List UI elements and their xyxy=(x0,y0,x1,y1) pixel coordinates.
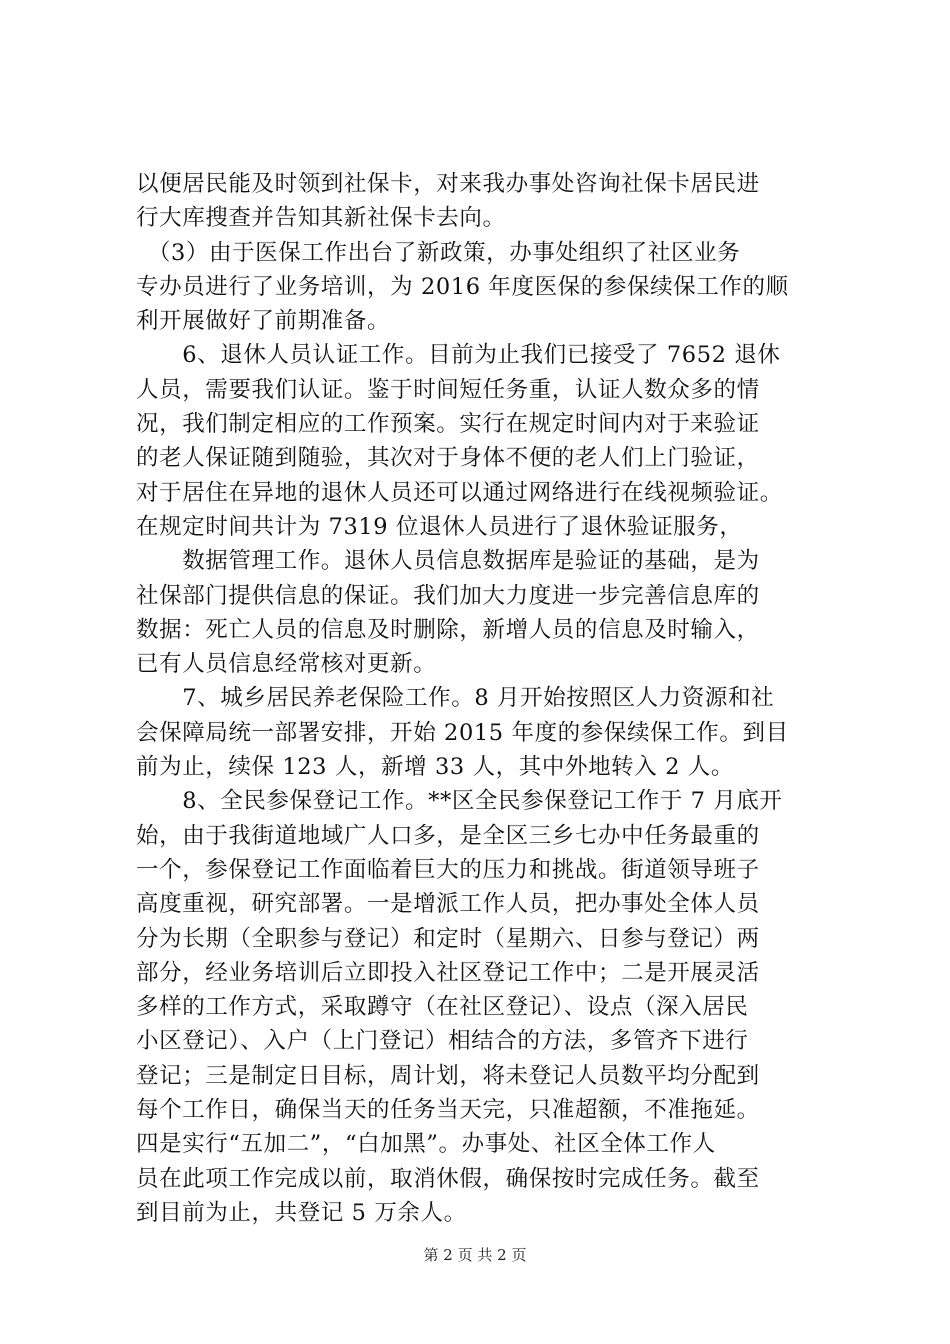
text-line: 利开展做好了前期准备。 xyxy=(136,308,391,335)
page-number-footer: 第 2 页 共 2 页 xyxy=(423,1246,527,1264)
text-line: 一个，参保登记工作面临着巨大的压力和挑战。街道领导班子 xyxy=(136,856,760,883)
text-line: 员在此项工作完成以前，取消休假，确保按时完成任务。截至 xyxy=(136,1165,760,1192)
text-line: 每个工作日，确保当天的任务当天完，只准超额，不准拖延。 xyxy=(136,1097,760,1124)
text-line: 的老人保证随到随验，其次对于身体不便的老人们上门验证， xyxy=(136,445,760,472)
text-line: 已有人员信息经常核对更新。 xyxy=(136,651,437,678)
text-line: 以便居民能及时领到社保卡，对来我办事处咨询社保卡居民进 xyxy=(136,171,760,197)
text-line: 分为长期（全职参与登记）和定时（星期六、日参与登记）两 xyxy=(136,925,760,952)
text-line: 前为止，续保 123 人，新增 33 人，其中外地转入 2 人。 xyxy=(136,754,735,781)
text-line: 人员，需要我们认证。鉴于时间短任务重，认证人数众多的情 xyxy=(136,376,760,403)
text-line: 况，我们制定相应的工作预案。实行在规定时间内对于来验证 xyxy=(136,411,760,438)
text-line: 社保部门提供信息的保证。我们加大力度进一步完善信息库的 xyxy=(136,582,760,609)
text-line: 8、全民参保登记工作。**区全民参保登记工作于 7 月底开 xyxy=(136,788,783,815)
text-line: 登记；三是制定日目标，周计划，将未登记人员数平均分配到 xyxy=(136,1062,760,1089)
text-line: 始，由于我街道地域广人口多，是全区三乡七办中任务最重的 xyxy=(136,822,760,849)
text-line: 会保障局统一部署安排，开始 2015 年度的参保续保工作。到目 xyxy=(136,719,789,746)
text-line: 对于居住在异地的退休人员还可以通过网络进行在线视频验证。 xyxy=(136,479,783,506)
text-line: 数据管理工作。退休人员信息数据库是验证的基础，是为 xyxy=(136,548,760,575)
text-line: （3）由于医保工作出台了新政策，办事处组织了社区业务 xyxy=(136,239,741,266)
text-line: 6、退休人员认证工作。目前为止我们已接受了 7652 退休 xyxy=(136,342,781,369)
text-line: 部分，经业务培训后立即投入社区登记工作中；二是开展灵活 xyxy=(136,959,760,986)
text-line: 专办员进行了业务培训，为 2016 年度医保的参保续保工作的顺 xyxy=(136,273,789,300)
document-body xyxy=(136,167,826,1230)
text-line: 数据：死亡人员的信息及时删除，新增人员的信息及时输入， xyxy=(136,616,760,643)
text-line: 到目前为止，共登记 5 万余人。 xyxy=(136,1199,467,1226)
text-line: 高度重视，研究部署。一是增派工作人员，把办事处全体人员 xyxy=(136,891,760,918)
text-line: 四是实行“五加二”，“白加黑”。办事处、社区全体工作人 xyxy=(136,1131,716,1158)
text-line: 小区登记）、入户（上门登记）相结合的方法，多管齐下进行 xyxy=(136,1028,749,1055)
text-line: 多样的工作方式，采取蹲守（在社区登记）、设点（深入居民 xyxy=(136,994,749,1021)
text-line: 行大库搜查并告知其新社保卡去向。 xyxy=(136,205,506,232)
text-line: 在规定时间共计为 7319 位退休人员进行了退休验证服务， xyxy=(136,513,743,540)
text-line: 7、城乡居民养老保险工作。8 月开始按照区人力资源和社 xyxy=(136,685,775,712)
